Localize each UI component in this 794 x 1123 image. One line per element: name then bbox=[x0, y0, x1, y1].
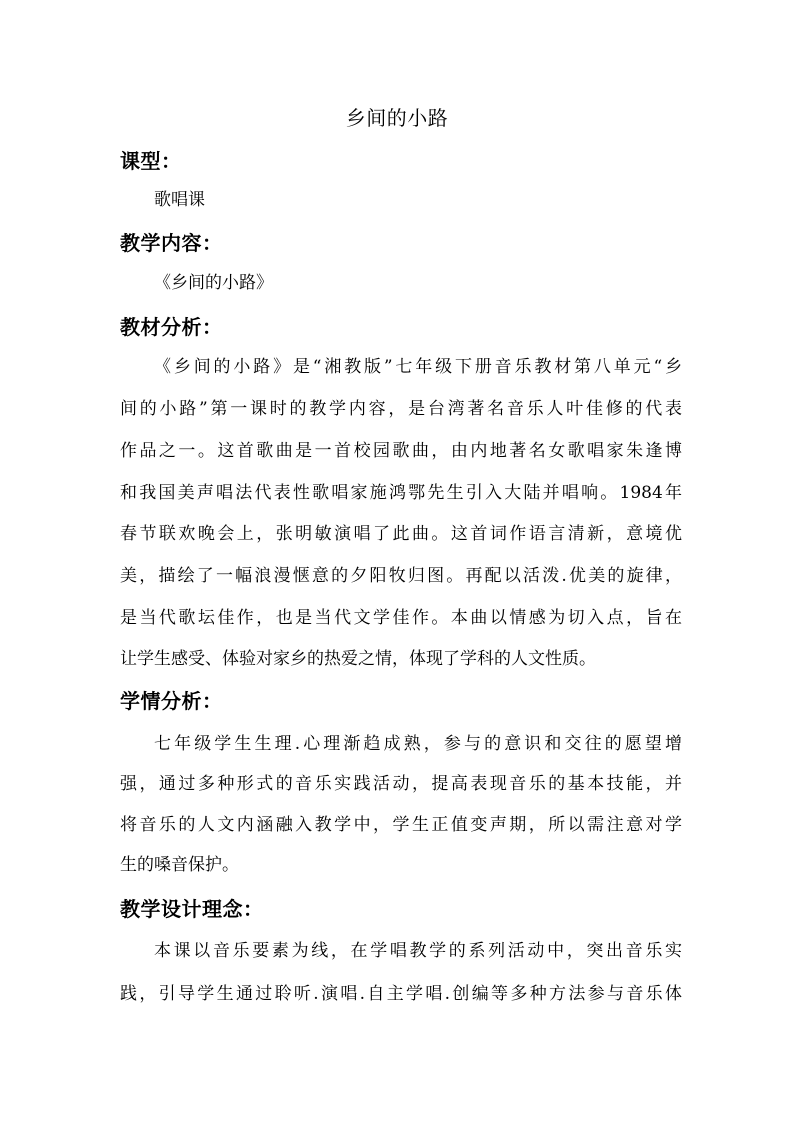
document-title: 乡间的小路 bbox=[345, 106, 449, 130]
paragraph-line: 间的小路”第一课时的教学内容，是台湾著名音乐人叶佳修的代表 bbox=[120, 399, 682, 419]
section-text-teaching-content: 《乡间的小路》 bbox=[154, 273, 273, 293]
paragraph-line: 七年级学生生理.心理渐趋成熟，参与的意识和交往的愿望增 bbox=[154, 734, 682, 754]
section-heading-material-analysis: 教材分析： bbox=[120, 315, 223, 339]
section-heading-student-analysis: 学情分析： bbox=[120, 689, 223, 713]
section-heading-design-concept: 教学设计理念： bbox=[120, 897, 264, 921]
paragraph-line: 让学生感受、体验对家乡的热爱之情，体现了学科的人文性质。 bbox=[120, 649, 596, 669]
paragraph-line: 作品之一。这首歌曲是一首校园歌曲，由内地著名女歌唱家朱逢博 bbox=[120, 441, 682, 461]
section-heading-lesson-type: 课型： bbox=[120, 149, 182, 173]
paragraph-line: 践，引导学生通过聆听.演唱.自主学唱.创编等多种方法参与音乐体 bbox=[120, 984, 682, 1004]
paragraph-line: 春节联欢晚会上，张明敏演唱了此曲。这首词作语言清新，意境优 bbox=[120, 524, 682, 544]
paragraph-line: 《乡间的小路》是“湘教版”七年级下册音乐教材第八单元“乡 bbox=[154, 357, 682, 377]
section-text-lesson-type: 歌唱课 bbox=[154, 190, 205, 210]
paragraph-line: 生的嗓音保护。 bbox=[120, 855, 239, 875]
paragraph-line: 是当代歌坛佳作，也是当代文学佳作。本曲以情感为切入点，旨在 bbox=[120, 608, 682, 628]
paragraph-line: 和我国美声唱法代表性歌唱家施鸿鄂先生引入大陆并唱响。1984年 bbox=[120, 483, 682, 503]
section-heading-teaching-content: 教学内容： bbox=[120, 231, 223, 255]
paragraph-line: 美，描绘了一幅浪漫惬意的夕阳牧归图。再配以活泼.优美的旋律， bbox=[120, 566, 682, 586]
paragraph-line: 将音乐的人文内涵融入教学中，学生正值变声期，所以需注意对学 bbox=[120, 815, 682, 835]
paragraph-line: 本课以音乐要素为线，在学唱教学的系列活动中，突出音乐实 bbox=[154, 941, 682, 961]
paragraph-line: 强，通过多种形式的音乐实践活动，提高表现音乐的基本技能，并 bbox=[120, 774, 682, 794]
